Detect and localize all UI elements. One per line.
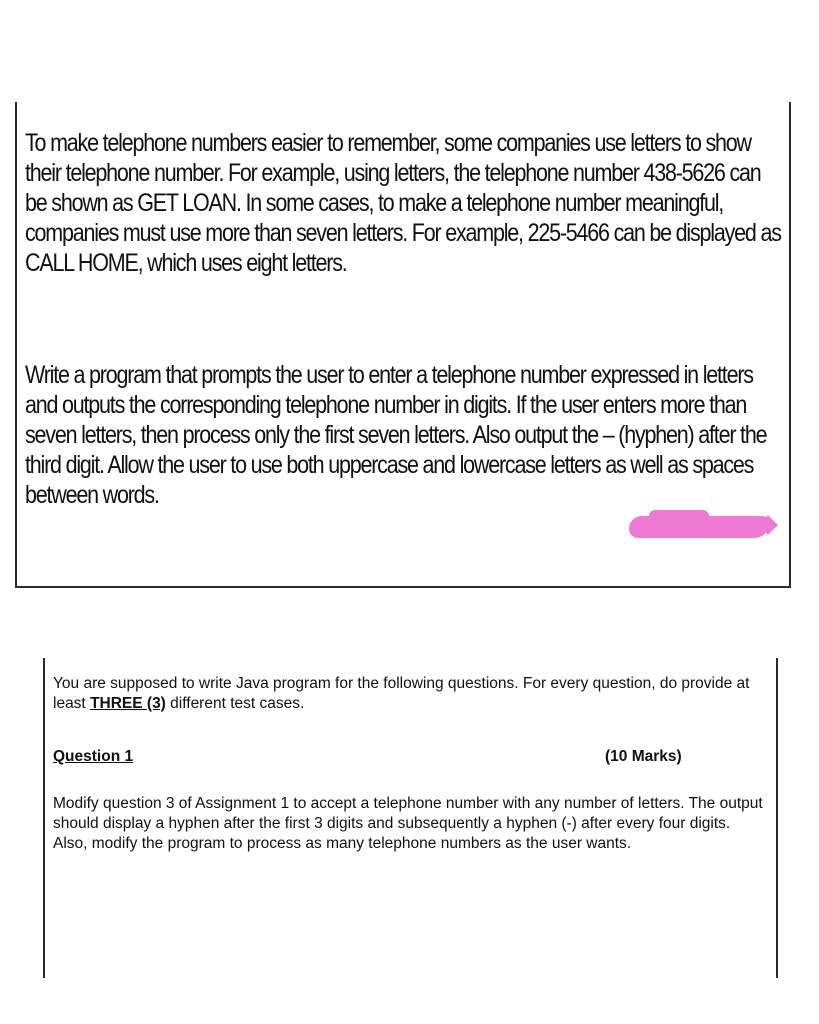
top-question-box [15, 102, 791, 588]
question-marks: (10 Marks) [605, 748, 682, 765]
question-body: Modify question 3 of Assignment 1 to accept a telephone number with any number of letters. The output should display a hyphen after the first 3 digits and subsequently a hyphen (-) after every four digits. Also, modify the program to process as many telephone numbers as the user wants. [53, 795, 763, 852]
intro-emphasis: THREE (3) [90, 695, 166, 712]
bottom-question-box [43, 658, 778, 978]
top-paragraph-1: To make telephone numbers easier to remember, some companies use letters to show their telephone number. For example, using letters, the telephone number 438-5626 can be shown as GET LOAN. In some cases, to make a telephone number meaningful, companies must use more than seven letters. For example, 225-5466 can be displayed as CALL HOME, which uses eight letters. [25, 129, 781, 277]
pink-redaction-mark [629, 516, 769, 538]
question-heading: Question 1 [53, 748, 134, 765]
intro-text-after: different test cases. [165, 695, 305, 712]
assignment-intro [53, 674, 777, 714]
redaction-tail [758, 515, 778, 535]
intro-text-before: You are supposed to write Java program for the following questions. For every question, do provide at least [53, 675, 750, 712]
top-paragraph-2: Write a program that prompts the user to enter a telephone number expressed in letters and outputs the corresponding telephone number in digits. If the user enters more than seven letters, then process only the first seven letters. Also output the – (hyphen) after the third digit. Allow the user to use both uppercase and lowercase letters as well as spaces between words. [25, 361, 767, 509]
